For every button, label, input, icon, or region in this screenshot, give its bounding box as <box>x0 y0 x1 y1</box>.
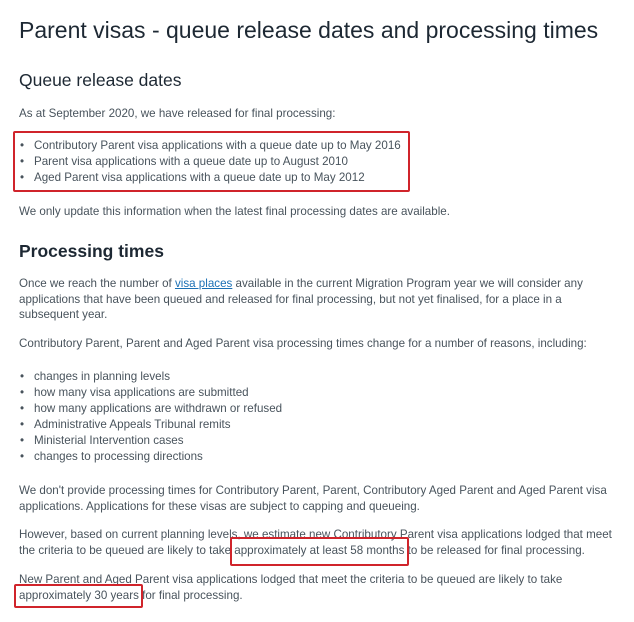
paragraph-text: for final processing. <box>138 588 243 602</box>
list-item: • how many visa applications are submitted <box>19 385 619 401</box>
list-item: • changes to processing directions <box>19 449 619 465</box>
estimate-58-months: approximately at least 58 months <box>234 543 405 557</box>
queue-dates-highlight-box <box>13 131 410 192</box>
processing-paragraph-3: We don't provide processing times for Contributory Parent, Parent, Contributory Aged Parent and Aged Parent visa applications. Applications for these visas are subject to capping and queueing. <box>19 484 607 513</box>
paragraph-text: Once we reach the number of <box>19 277 175 290</box>
visa-places-link[interactable]: visa places <box>174 277 233 290</box>
processing-times-heading: Processing times <box>19 241 164 261</box>
paragraph-text: available in the current Migration Program year we will consider any applications that have been queued and released for final processing, but not yet finalised, for a place in a subsequent year. <box>19 277 583 321</box>
30-years-highlight-box <box>14 584 143 608</box>
paragraph-text: to be released for final processing. <box>404 543 585 557</box>
list-item: • how many applications are withdrawn or refused <box>19 401 619 417</box>
estimate-30-years: approximately 30 years <box>19 588 139 602</box>
reasons-list <box>19 369 619 465</box>
queue-release-note: We only update this information when the latest final processing dates are available. <box>19 205 450 218</box>
processing-paragraph-1 <box>19 276 619 323</box>
paragraph-line: New Parent and Aged Parent visa applications lodged that meet the criteria to be queued are likely to take <box>19 573 563 586</box>
58-months-highlight-box <box>230 537 409 566</box>
list-item: • changes in planning levels <box>19 369 619 385</box>
page-title: Parent visas - queue release dates and processing times <box>19 17 599 43</box>
paragraph-line: However, based on current planning levels, we estimate new Contributory Parent visa applications lodged that meet <box>19 528 612 541</box>
list-item: • Aged Parent visa applications with a queue date up to May 2012 <box>19 170 619 186</box>
list-item: • Contributory Parent visa applications with a queue date up to May 2016 <box>19 138 619 154</box>
queue-release-heading: Queue release dates <box>19 70 182 90</box>
list-item: • Administrative Appeals Tribunal remits <box>19 417 619 433</box>
processing-paragraph-2: Contributory Parent, Parent and Aged Parent visa processing times change for a number of reasons, including: <box>19 337 587 350</box>
paragraph-text: the criteria to be queued are likely to take <box>19 543 235 557</box>
list-item: • Ministerial Intervention cases <box>19 433 619 449</box>
list-item: • Parent visa applications with a queue date up to August 2010 <box>19 154 619 170</box>
queue-release-intro: As at September 2020, we have released for final processing: <box>19 107 336 120</box>
